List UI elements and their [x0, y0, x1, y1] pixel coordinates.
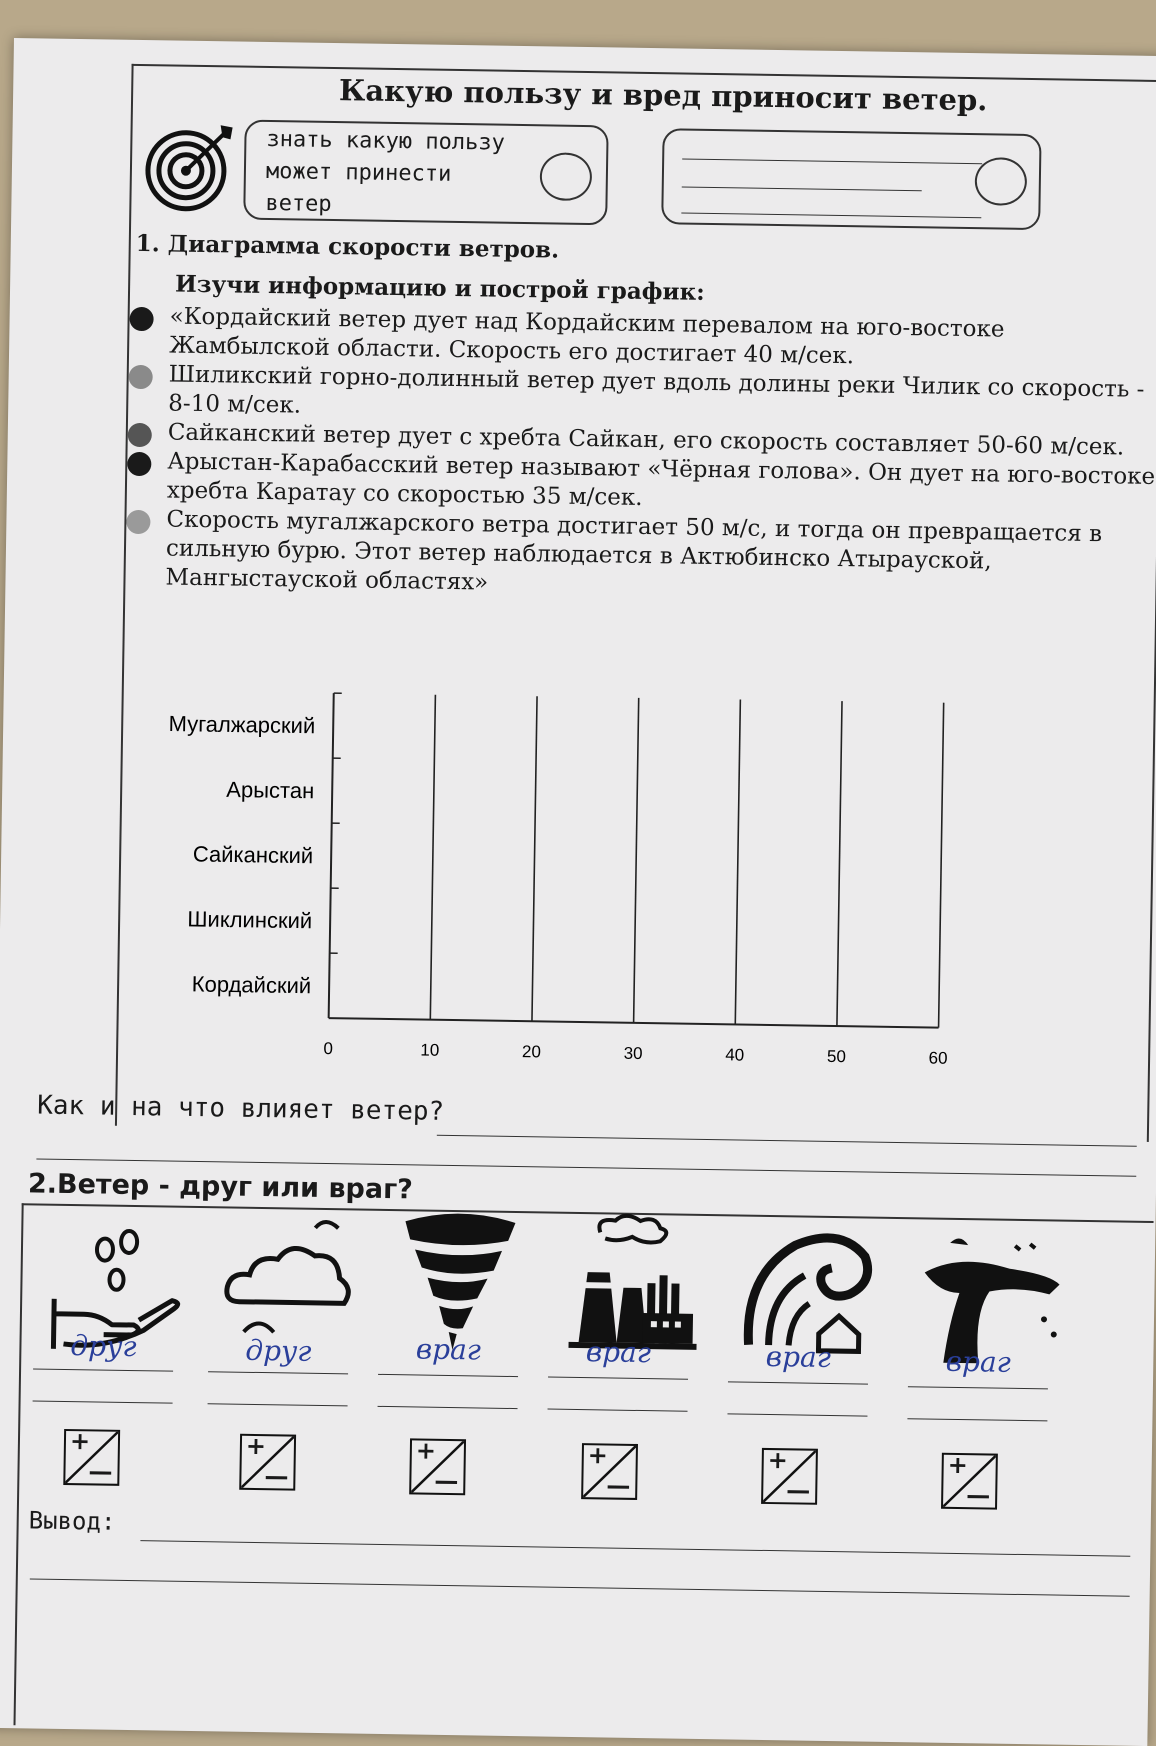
minus-sign: — — [264, 1462, 288, 1490]
gridline — [837, 701, 842, 1026]
self-assessment-box — [661, 128, 1041, 230]
bullet-text: Арыстан-Карабасский ветер называют «Чёрная голова». Он дует на юго-востоке хребта Каратау со скоростью 35 м/сек. — [167, 448, 1156, 510]
gridline — [939, 703, 944, 1028]
goal-line-1: знать какую пользу — [266, 124, 536, 160]
answer-field[interactable]: враг — [378, 1332, 519, 1367]
plus-minus-box[interactable] — [63, 1429, 120, 1486]
section2-heading: 2.Ветер - друг или враг? — [28, 1168, 413, 1205]
wind-speed-chart — [127, 680, 1033, 1114]
x-tick-label: 0 — [323, 1039, 333, 1058]
worksheet — [0, 38, 1156, 1746]
answer-field[interactable]: друг — [33, 1328, 174, 1363]
plus-sign: + — [70, 1427, 91, 1455]
minus-sign: — — [434, 1467, 458, 1495]
plus-sign: + — [768, 1446, 789, 1474]
plus-sign: + — [947, 1451, 968, 1479]
plus-minus-box[interactable] — [761, 1448, 818, 1505]
x-tick-label: 10 — [420, 1041, 439, 1060]
y-axis — [329, 693, 334, 1018]
x-tick-label: 50 — [827, 1047, 846, 1066]
y-category-label: Сайканский — [193, 841, 314, 868]
bullet-dot-icon — [129, 365, 153, 389]
goal-line-2: может принести — [266, 156, 536, 192]
bullet-text: Сайканский ветер дует с хребта Сайкан, его скорость составляет 50-60 м/сек. — [168, 419, 1125, 460]
plus-sign: + — [246, 1432, 267, 1460]
list-item — [125, 505, 1156, 608]
x-tick-label: 40 — [725, 1045, 744, 1064]
goal-line-3: ветер — [265, 188, 535, 224]
plus-sign: + — [588, 1441, 609, 1469]
plus-minus-box[interactable] — [409, 1438, 466, 1495]
answer-field[interactable]: враг — [728, 1339, 869, 1374]
plus-minus-box[interactable] — [581, 1443, 638, 1500]
answer-field[interactable]: враг — [908, 1344, 1049, 1379]
y-category-label: Арыстан — [226, 777, 314, 803]
bullet-dot-icon — [127, 452, 151, 476]
assessment-circle[interactable] — [974, 157, 1027, 206]
goal-checkmark-circle[interactable] — [540, 152, 593, 201]
x-tick-label: 60 — [928, 1048, 947, 1067]
bullet-text: Скорость мугалжарского ветра достигает 50 м/с, и тогда он превращается в сильную бурю. Этот ветер наблюдается в Актюбинско Атырауской, Мангыстауской областях» — [165, 506, 1102, 595]
bullet-text: «Кордайский ветер дует над Кордайским перевалом на юго-востоке Жамбылской области. Скорость его достигает 40 м/сек. — [169, 303, 1005, 369]
gridline — [634, 698, 639, 1023]
bullet-dot-icon — [126, 510, 150, 534]
question-text: Как и на что влияет ветер? — [37, 1090, 444, 1126]
gridline — [735, 699, 740, 1024]
y-category-label: Кордайский — [192, 971, 312, 998]
minus-sign: — — [966, 1481, 990, 1509]
bullet-dot-icon — [129, 307, 153, 331]
wind-info-list — [125, 302, 1156, 608]
gridline — [532, 696, 537, 1021]
goal-box — [243, 120, 609, 226]
minus-sign: — — [786, 1476, 810, 1504]
bullet-dot-icon — [128, 423, 152, 447]
bullet-text: Шиликский горно-долинный ветер дует вдоль долины реки Чилик со скорость - 8-10 м/сек. — [168, 361, 1145, 418]
answer-line[interactable] — [681, 213, 981, 219]
section1-heading: 1. Диаграмма скорости ветров. — [136, 230, 560, 264]
minus-sign: — — [88, 1457, 112, 1485]
conclusion-label: Вывод: — [28, 1506, 115, 1535]
y-category-label: Мугалжарский — [168, 711, 315, 738]
section1-instruction: Изучи информацию и построй график: — [175, 271, 705, 306]
plus-minus-box[interactable] — [941, 1453, 998, 1510]
answer-field[interactable]: враг — [548, 1335, 689, 1370]
minus-sign: — — [606, 1471, 630, 1499]
plus-sign: + — [416, 1436, 437, 1464]
target-arrow-icon — [141, 118, 238, 215]
plus-minus-box[interactable] — [239, 1434, 296, 1491]
answer-line[interactable] — [682, 187, 922, 192]
x-tick-label: 30 — [624, 1044, 643, 1063]
answer-field[interactable]: друг — [208, 1333, 349, 1368]
answer-line[interactable] — [682, 159, 982, 165]
page-title: Какую пользу и вред приносит ветер. — [313, 73, 1013, 118]
gridline — [430, 695, 435, 1020]
goal-text — [265, 124, 536, 224]
x-tick-label: 20 — [522, 1042, 541, 1061]
y-category-label: Шиклинский — [187, 906, 312, 933]
